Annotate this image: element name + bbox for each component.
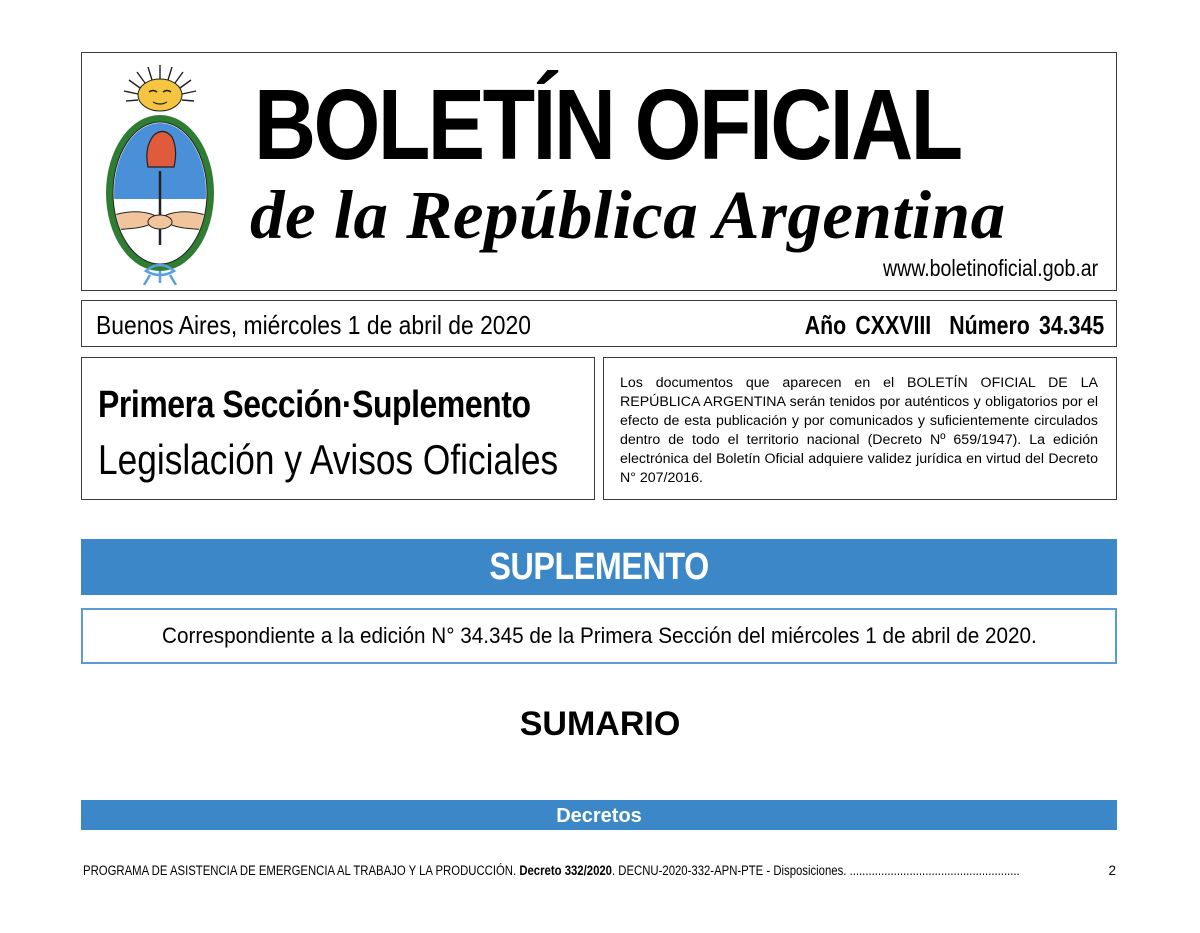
issue-number: Número 34.345 <box>949 310 1104 340</box>
sumario-heading: SUMARIO <box>519 705 681 743</box>
supplement-banner-label: SUPLEMENTO <box>489 546 709 588</box>
toc-entry-decree: Decreto 332/2020 <box>519 863 612 878</box>
toc-entry-detail: . DECNU-2020-332-APN-PTE - Disposiciones. ...................................................... <box>611 863 1020 878</box>
section-subtitle: Legislación y Avisos Oficiales <box>98 436 559 483</box>
category-label: Decretos <box>556 805 642 827</box>
supplement-banner <box>81 539 1117 595</box>
dateline-bar <box>81 300 1117 347</box>
toc-entry-text <box>83 863 1020 878</box>
category-header-decretos <box>81 800 1117 830</box>
issue-date: Buenos Aires, miércoles 1 de abril de 2020 <box>96 310 531 340</box>
toc-entry-topic: PROGRAMA DE ASISTENCIA DE EMERGENCIA AL TRABAJO Y LA PRODUCCIÓN. <box>83 863 517 878</box>
correspondence-text: Correspondiente a la edición N° 34.345 de la Primera Sección del miércoles 1 de abril de 2020. <box>161 623 1037 648</box>
coat-of-arms-icon <box>96 63 224 285</box>
publication-title: BOLETÍN OFICIAL <box>254 69 961 181</box>
publication-subtitle: de la República Argentina <box>250 177 1006 253</box>
website-link[interactable]: www.boletinoficial.gob.ar <box>882 255 1098 281</box>
legal-notice-text: Los documentos que aparecen en el BOLETÍN OFICIAL DE LA REPÚBLICA ARGENTINA serán tenidos por auténticos y obligatorios por el efecto de esta publicación y por comunicados y suficientemente circulados dentro de todo el territorio nacional (Decreto Nº 659/1947). La edición electrónica del Boletín Oficial adquiere validez jurídica en virtud del Decreto N° 207/2016. <box>620 375 1098 486</box>
legal-notice-box <box>603 357 1117 500</box>
section-title: Primera Sección·Suplemento <box>98 384 531 426</box>
issue-year: Año CXXVIII <box>804 310 931 340</box>
toc-entry[interactable] <box>83 863 1116 881</box>
issue-info <box>805 310 1104 341</box>
correspondence-box <box>81 608 1117 664</box>
toc-entry-page-number: 2 <box>1108 863 1116 878</box>
masthead <box>81 52 1117 291</box>
section-box <box>81 357 595 500</box>
